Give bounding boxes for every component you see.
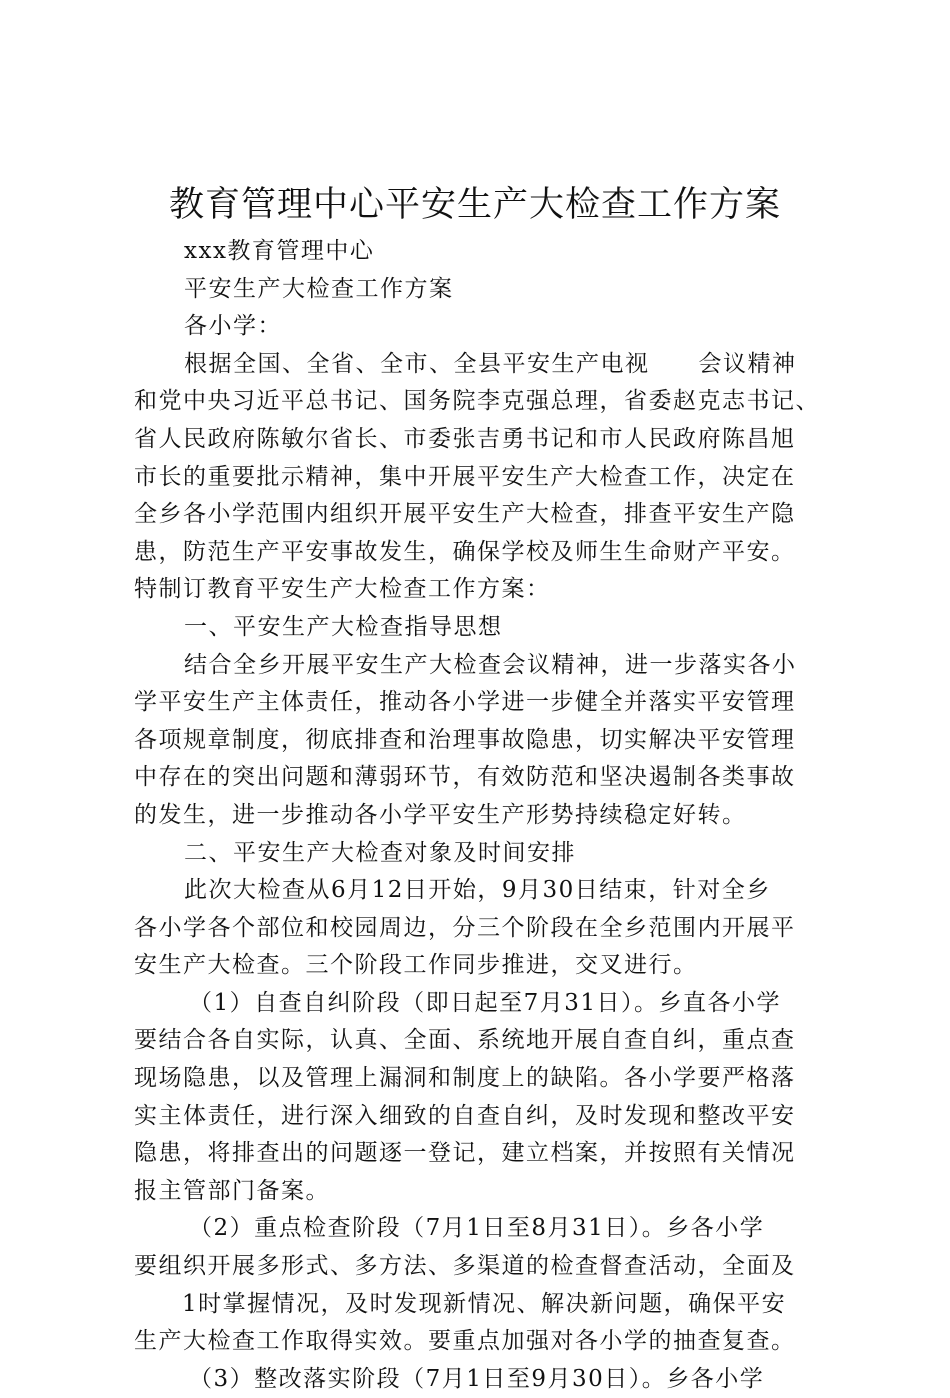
body-line: 安生产大检查。三个阶段工作同步推进，交叉进行。 xyxy=(134,952,698,979)
body-line: 现场隐患，以及管理上漏洞和制度上的缺陷。各小学要严格落 xyxy=(134,1065,796,1092)
body-line: 各小学各个部位和校园周边，分三个阶段在全乡范围内开展平 xyxy=(134,914,796,941)
section-heading: 二、平安生产大检查对象及时间安排 xyxy=(184,839,576,866)
body-line: 1时掌握情况，及时发现新情况、解决新问题，确保平安 xyxy=(182,1290,787,1317)
body-line: 隐患，将排查出的问题逐一登记，建立档案，并按照有关情况 xyxy=(134,1140,796,1167)
body-line: 中存在的突出问题和薄弱环节，有效防范和坚决遏制各类事故 xyxy=(134,764,796,791)
section-heading: 一、平安生产大检查指导思想 xyxy=(184,613,503,640)
body-line: xxx教育管理中心 xyxy=(184,238,375,264)
body-line: （2）重点检查阶段（7月1日至8月31日）。乡各小学 xyxy=(189,1215,765,1242)
body-line: 全乡各小学范围内组织开展平安生产大检查，排查平安生产隐 xyxy=(134,501,796,528)
body-line: 市长的重要批示精神，集中开展平安生产大检查工作，决定在 xyxy=(134,463,796,490)
body-line: 的发生，进一步推动各小学平安生产形势持续稳定好转。 xyxy=(134,801,747,828)
body-line: 各项规章制度，彻底排查和治理事故隐患，切实解决平安管理 xyxy=(134,726,796,753)
body-line: （3）整改落实阶段（7月1日至9月30日）。乡各小学 xyxy=(189,1365,765,1392)
body-line: 实主体责任，进行深入细致的自查自纠，及时发现和整改平安 xyxy=(134,1102,796,1129)
body-line: 生产大检查工作取得实效。要重点加强对各小学的抽查复查。 xyxy=(134,1328,796,1355)
body-line: 特制订教育平安生产大检查工作方案： xyxy=(134,576,551,603)
body-line: （1）自查自纠阶段（即日起至7月31日）。乡直各小学 xyxy=(189,989,782,1016)
body-line: 省人民政府陈敏尔省长、市委张吉勇书记和市人民政府陈昌旭 xyxy=(134,425,796,452)
body-line: 要结合各自实际，认真、全面、系统地开展自查自纠，重点查 xyxy=(134,1027,796,1054)
body-line: 此次大检查从6月12日开始，9月30日结束，针对全乡 xyxy=(184,877,771,904)
body-line: 报主管部门备案。 xyxy=(134,1177,330,1204)
body-line: 结合全乡开展平安生产大检查会议精神，进一步落实各小 xyxy=(184,651,797,678)
body-line: 根据全国、全省、全市、全县平安生产电视 会议精神 xyxy=(184,350,797,377)
body-line: 要组织开展多形式、多方法、多渠道的检查督查活动，全面及 xyxy=(134,1253,796,1280)
document-title: 教育管理中心平安生产大检查工作方案 xyxy=(168,185,781,225)
body-line: 各小学： xyxy=(184,313,282,340)
body-line: 学平安生产主体责任，推动各小学进一步健全并落实平安管理 xyxy=(134,689,796,716)
body-line: 患，防范生产平安事故发生，确保学校及师生生命财产平安。 xyxy=(134,538,796,565)
body-line: 平安生产大检查工作方案 xyxy=(184,275,454,302)
body-line: 和党中央习近平总书记、国务院李克强总理，省委赵克志书记、 xyxy=(134,388,820,415)
document-body xyxy=(134,233,834,1398)
